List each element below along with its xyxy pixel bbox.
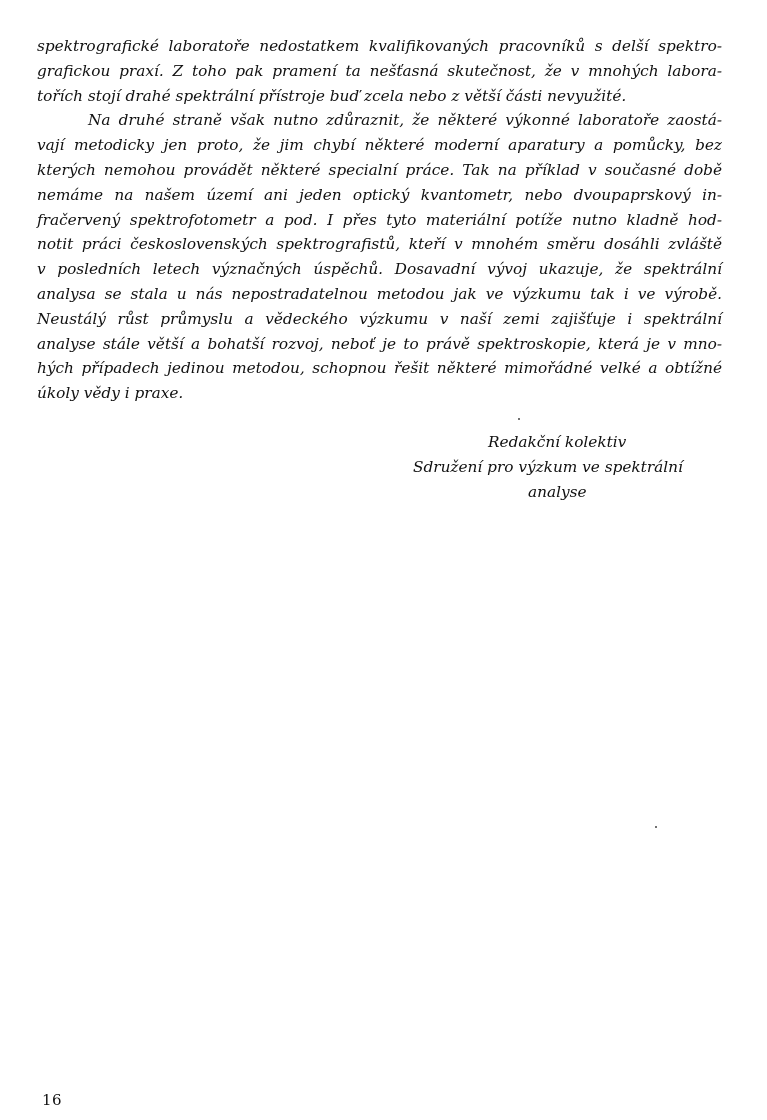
text-line: Na druhé straně však nutno zdůraznit, že některé výkonné laboratoře zaostá- [88, 111, 722, 130]
text-line: úkoly vědy i praxe. [37, 384, 184, 403]
text-line: spektrografické laboratoře nedostatkem kvalifikovaných pracovníků s delší spektro- [37, 37, 722, 55]
text-line: grafickou praxí. Z toho pak pramení ta nešťasná skutečnost, že v mnohých labora- [37, 61, 722, 80]
text-line: fračervený spektrofotometr a pod. I přes tyto materiální potíže nutno kladně hod- [37, 210, 722, 229]
text-line: kterých nemohou provádět některé specialní práce. Tak na příklad v současné době [37, 160, 722, 179]
text-line: analysa se stala u nás nepostradatelnou metodou jak ve výzkumu tak i ve výrobě. [37, 284, 722, 303]
text-line: v posledních letech význačných úspěchů. Dosavadní vývoj ukazuje, že spektrální [37, 260, 722, 279]
paragraph-2 [37, 108, 722, 406]
paragraph-1 [37, 34, 722, 108]
print-speck [655, 826, 657, 828]
text-line: vají metodicky jen proto, že jim chybí některé moderní aparatury a pomůcky, bez [37, 136, 722, 155]
text-line: Neustálý růst průmyslu a vědeckého výzkumu v naší zemi zajišťuje i spektrální [37, 309, 722, 328]
signature-line: analyse [528, 482, 587, 501]
signature-block [37, 430, 722, 504]
text-line: notit práci československých spektrografistů, kteří v mnohém směru dosáhli zvláště [37, 235, 722, 254]
signature-line: Sdružení pro výzkum ve spektrální [413, 457, 683, 476]
text-line: nemáme na našem území ani jeden optický kvantometr, nebo dvoupaprskový in- [37, 185, 722, 204]
text-line: hých případech jedinou metodou, schopnou řešit některé mimořádné velké a obtížné [37, 359, 722, 378]
text-line: tořích stojí drahé spektrální přístroje buď zcela nebo z větší části nevyužité. [37, 86, 627, 105]
page-number: 16 [42, 1091, 63, 1109]
print-speck [518, 418, 520, 420]
text-line: analyse stále větší a bohatší rozvoj, neboť je to právě spektroskopie, která je v mno- [37, 334, 722, 353]
document-body [37, 34, 722, 501]
signature-line: Redakční kolektiv [488, 433, 627, 451]
